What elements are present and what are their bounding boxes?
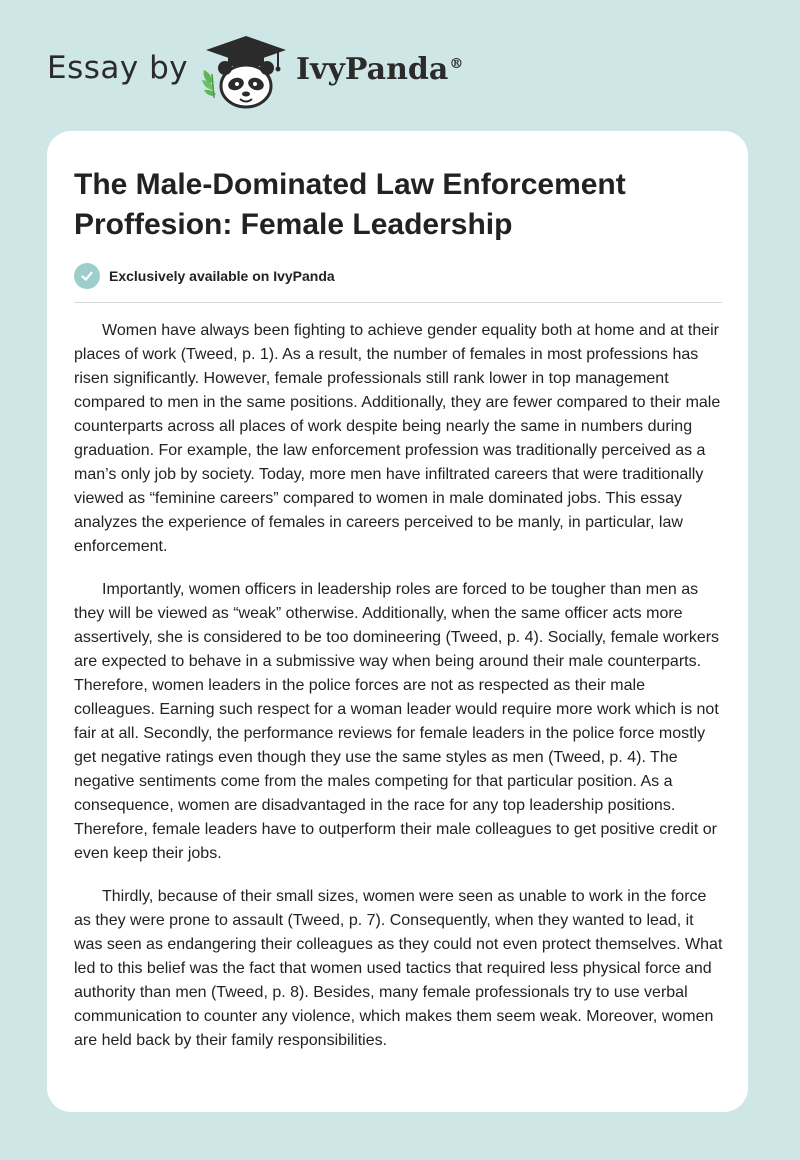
panda-graduation-cap-icon[interactable] xyxy=(198,34,290,110)
essay-title: The Male-Dominated Law Enforcement Proffesion: Female Leadership xyxy=(74,168,626,241)
essay-card xyxy=(47,131,748,1112)
brand-text: IvyPanda xyxy=(296,52,449,87)
brand-name[interactable] xyxy=(296,52,463,87)
check-circle-icon xyxy=(74,263,100,289)
exclusive-label: Exclusively available on IvyPanda xyxy=(109,268,335,284)
exclusive-badge xyxy=(74,263,335,289)
paragraph: Women have always been fighting to achieve gender equality both at home and at their places of work (Tweed, p. 1). As a result, the number of females in most professions has risen significantly. However, female professionals still rank lower in top management compared to men in the same positions. Additionally, they are fewer compared to their male counterparts across all places of work despite being nearly the same in numbers during graduation. For example, the law enforcement profession was traditionally perceived as a man’s only job by society. Today, more men have infiltrated careers that were traditionally viewed as “feminine careers” compared to women in male dominated jobs. This essay analyzes the experience of females in careers perceived to be manly, in particular, law enforcement. xyxy=(74,322,721,555)
essay-by-label: Essay by xyxy=(47,50,189,86)
divider xyxy=(74,302,722,303)
paragraph: Thirdly, because of their small sizes, women were seen as unable to work in the force as they were prone to assault (Tweed, p. 7). Consequently, when they wanted to lead, it was seen as endangering their colleagues as they could not even protect themselves. What led to this belief was the fact that women used tactics that required less physical force and authority than men (Tweed, p. 8). Besides, many female professionals try to use verbal communication to counter any violence, which makes them seem weak. Moreover, women are held back by their family responsibilities. xyxy=(74,888,723,1049)
paragraph: Importantly, women officers in leadership roles are forced to be tougher than men as they will be viewed as “weak” otherwise. Additionally, when the same officer acts more assertively, she is considered to be too domineering (Tweed, p. 4). Socially, female workers are expected to behave in a submissive way when being around their male counterparts. Therefore, women leaders in the police forces are not as respected as their male colleagues. Earning such respect for a woman leader would require more work which is not fair at all. Secondly, the performance reviews for female leaders in the police force mostly get negative ratings even though they use the same styles as men (Tweed, p. 4). The negative sentiments come from the males competing for that particular position. As a consequence, women are disadvantaged in the race for any top leadership positions. Therefore, female leaders have to outperform their male colleagues to get positive credit or even keep their jobs. xyxy=(74,581,720,862)
essay-body xyxy=(74,319,726,1072)
registered-mark: ® xyxy=(449,56,464,72)
site-header xyxy=(0,0,800,130)
